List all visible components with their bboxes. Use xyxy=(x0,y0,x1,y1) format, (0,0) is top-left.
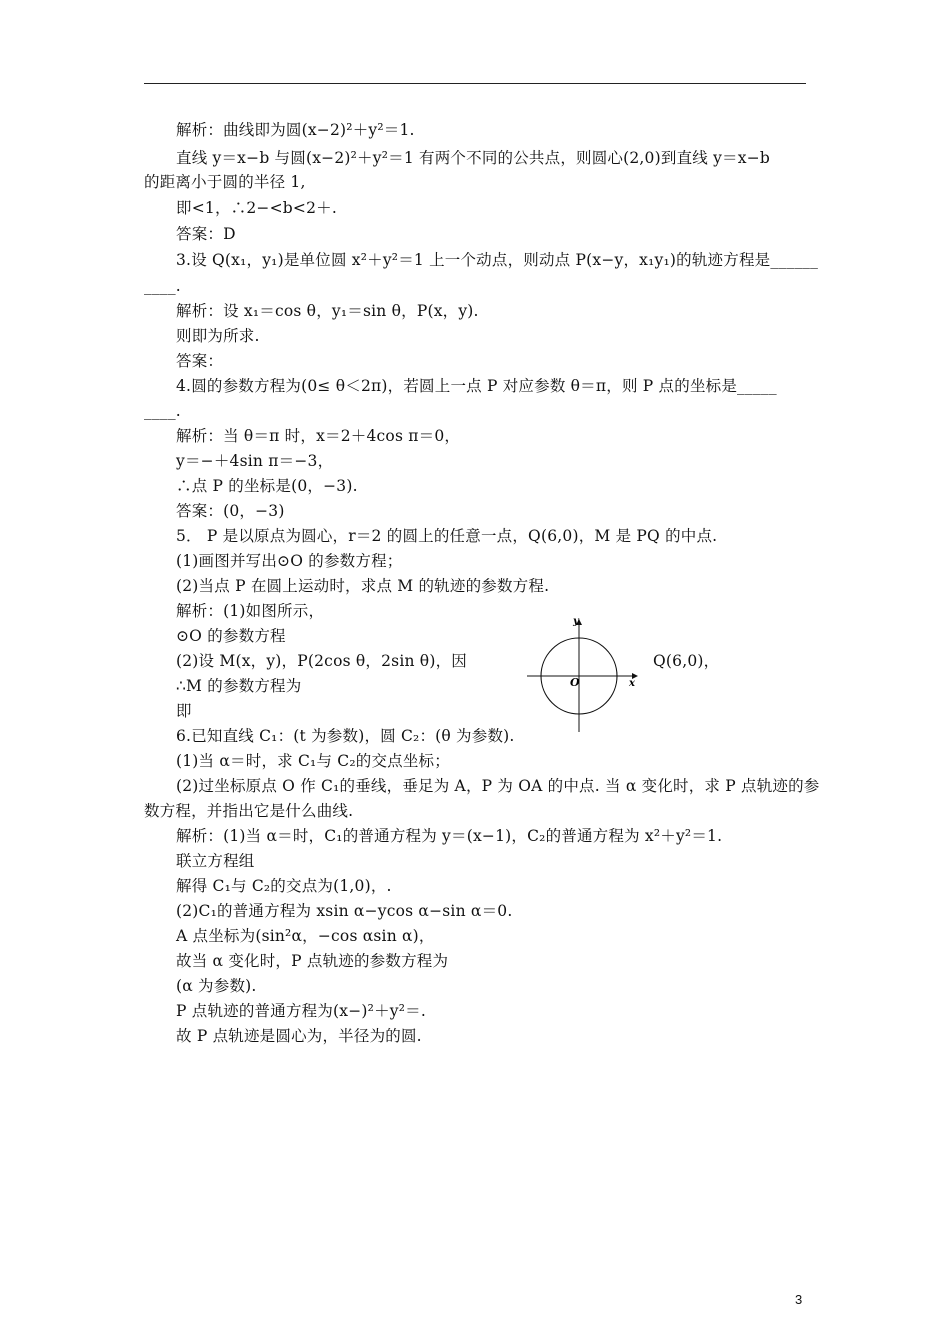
text-line: 直线 y＝x−b 与圆(x−2)²＋y²＝1 有两个不同的公共点，则圆心(2,0)到直线 y＝x−b xyxy=(176,149,770,167)
text-line: 故 P 点轨迹是圆心为，半径为的圆. xyxy=(176,1027,422,1045)
text-line: ____. xyxy=(144,277,181,295)
origin-label: O xyxy=(570,676,580,689)
text-line: 即 xyxy=(176,702,192,720)
text-line: 解析：设 x₁＝cos θ，y₁＝sin θ，P(x，y). xyxy=(176,302,479,320)
text-line: 故当 α 变化时，P 点轨迹的参数方程为 xyxy=(176,952,449,970)
header-rule xyxy=(144,83,806,84)
text-line: Q(6,0)， xyxy=(653,652,720,670)
text-line: 5． P 是以原点为圆心，r＝2 的圆上的任意一点，Q(6,0)，M 是 PQ 的中点. xyxy=(176,527,718,545)
text-line: ∴点 P 的坐标是(0，−3). xyxy=(176,477,358,495)
y-axis-label: y xyxy=(573,616,579,627)
text-line: A 点坐标为(sin²α，−cos αsin α)， xyxy=(176,927,435,945)
text-line: 答案： xyxy=(176,352,224,370)
circle-diagram xyxy=(525,614,647,736)
text-line: (1)画图并写出⊙O 的参数方程； xyxy=(176,552,403,570)
text-line: 即<1，∴2−<b<2＋. xyxy=(176,199,337,217)
text-line: 数方程，并指出它是什么曲线. xyxy=(144,802,354,820)
text-line: 则即为所求. xyxy=(176,327,260,345)
text-line: (2)C₁的普通方程为 xsin α−ycos α−sin α＝0. xyxy=(176,902,513,920)
text-line: 解得 C₁与 C₂的交点为(1,0)，. xyxy=(176,877,392,895)
circle-figure xyxy=(525,614,647,736)
text-line: 解析：(1)如图所示， xyxy=(176,602,325,620)
text-line: 解析：(1)当 α＝时，C₁的普通方程为 y＝(x−1)，C₂的普通方程为 x²＋y²＝1. xyxy=(176,827,723,845)
text-line: 解析：当 θ＝π 时，x＝2＋4cos π＝0， xyxy=(176,427,461,445)
text-line: ⊙O 的参数方程 xyxy=(176,627,286,645)
text-line: 4.圆的参数方程为(0≤ θ＜2π)，若圆上一点 P 对应参数 θ＝π，则 P 点的坐标是_____ xyxy=(176,377,777,395)
text-line: 的距离小于圆的半径 1, xyxy=(144,173,306,191)
text-line: ____. xyxy=(144,402,181,420)
text-line: ∴M 的参数方程为 xyxy=(176,677,302,695)
text-line: (2)当点 P 在圆上运动时，求点 M 的轨迹的参数方程. xyxy=(176,577,550,595)
text-line: (1)当 α＝时，求 C₁与 C₂的交点坐标； xyxy=(176,752,450,770)
text-line: 答案：(0，−3) xyxy=(176,502,285,520)
text-line: (α 为参数). xyxy=(176,977,257,995)
text-line: 3.设 Q(x₁，y₁)是单位圆 x²＋y²＝1 上一个动点，则动点 P(x−y，x₁y₁)的轨迹方程是______ xyxy=(176,251,819,269)
x-axis-label: x xyxy=(629,678,635,689)
text-line: 6.已知直线 C₁：(t 为参数)，圆 C₂：(θ 为参数). xyxy=(176,727,515,745)
text-line: 答案：D xyxy=(176,225,236,243)
text-line: 联立方程组 xyxy=(176,852,255,870)
text-line: (2)设 M(x，y)，P(2cos θ，2sin θ)，因 xyxy=(176,652,467,670)
text-line: P 点轨迹的普通方程为(x−)²＋y²＝. xyxy=(176,1002,426,1020)
text-line: (2)过坐标原点 O 作 C₁的垂线，垂足为 A，P 为 OA 的中点. 当 α 变化时，求 P 点轨迹的参 xyxy=(176,777,820,795)
page-number: 3 xyxy=(795,1292,803,1307)
text-line: 解析：曲线即为圆(x−2)²＋y²＝1. xyxy=(176,121,415,139)
text-line: y＝−＋4sin π＝−3， xyxy=(176,452,334,470)
